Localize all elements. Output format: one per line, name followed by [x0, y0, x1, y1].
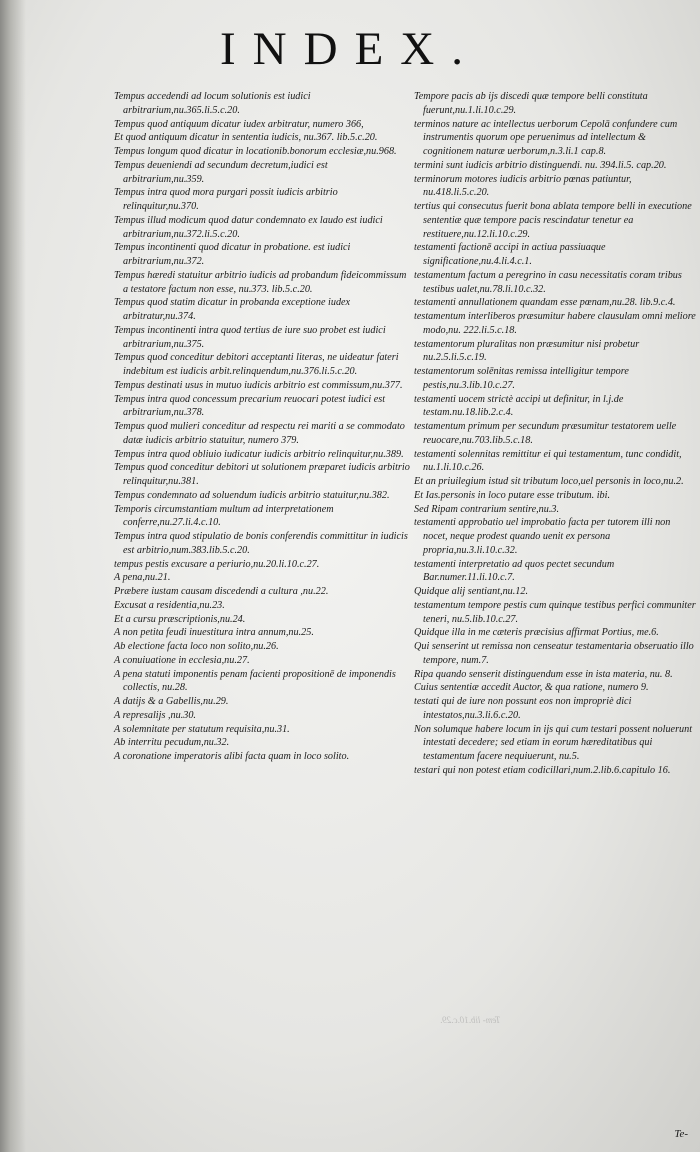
- index-entry: A conuiuatione in ecclesia,nu.27.: [114, 654, 250, 666]
- index-entry: A pena statuti imponentis penam facienti propositionē de imponendis collectis, nu.28.: [114, 668, 396, 694]
- index-entry: A pena,nu.21.: [114, 572, 171, 584]
- index-entry: Non solumque habere locum in ijs qui cum testari possent noluerunt intestati decedere; sed etiam in eorum hæreditatibus qui testamentum facere nequiuerunt, nu.5.: [414, 723, 693, 762]
- index-entry: Et Ias.personis in loco putare esse tributum. ibi.: [414, 489, 611, 501]
- index-entry: Tempus intra quod obliuio iudicatur iudicis arbitrio relinquitur,nu.389.: [114, 448, 404, 460]
- index-entry: testamentum factum a peregrino in casu necessitatis coram tribus testibus ualet,nu.78.li.10.c.32.: [414, 269, 682, 295]
- index-entry: Et an priuilegium istud sit tributum loco,uel personis in loco,nu.2.: [414, 476, 684, 487]
- index-entry: Tempus destinati usus in mutuo iudicis arbitrio est commissum,nu.377.: [114, 379, 403, 391]
- index-entry: Tempus quod mulieri conceditur ad respectu rei mariti a se commodato datæ iudicis arbitrio statuitur, numero 379.: [114, 421, 405, 446]
- index-entry: testamentum primum per secundum præsumitur testatorem uelle reuocare,nu.703.lib.5.c.18.: [414, 421, 677, 446]
- index-entry: Sed Ripam contrarium sentire,nu.3.: [414, 503, 560, 515]
- index-entry: Tempus intra quod concessum precarium reuocari potest iudici est arbitrarium,nu.378.: [114, 393, 386, 419]
- index-entry: terminos nature ac intellectus uerborum Cepolā confundere cum instrumentis quorum ope peruenimus ad intellectum & cognitionem naturæ uerborum,n.3.li.1 cap.8.: [414, 118, 678, 157]
- index-entry: Tempus accedendi ad locum solutionis est iudici arbitrarium,nu.365.li.5.c.20.: [114, 91, 311, 116]
- index-entry: Quidque illa in me cæteris præcisius affirmat Portius, me.6.: [414, 627, 659, 639]
- index-column-right: [414, 90, 696, 778]
- index-entry: Tempus condemnato ad soluendum iudicis arbitrio statuitur,nu.382.: [114, 489, 390, 501]
- index-entry: testamenti annullationem quandam esse pœnam,nu.28. lib.9.c.4.: [414, 297, 676, 309]
- index-entry: terminorum motores iudicis arbitrio pœnas patiuntur, nu.418.li.5.c.20.: [414, 173, 632, 199]
- index-entry: Cuius sententiæ accedit Auctor, & qua ratione, numero 9.: [414, 682, 649, 694]
- index-entry: Tempus intra quod stipulatio de bonis conferendis committitur in iudicis est arbitrio,num.383.lib.5.c.20.: [114, 531, 408, 556]
- index-entry: Ripa quando senserit distinguendum esse in ista materia, nu. 8.: [414, 668, 673, 680]
- index-entry: Tempus intra quod mora purgari possit iudicis arbitrio relinquitur,nu.370.: [114, 187, 338, 212]
- index-entry: testamenti interpretatio ad quos pectet secundum Bar.numer.11.li.10.c.7.: [414, 558, 615, 584]
- index-entry: A datijs & a Gabellis,nu.29.: [114, 696, 229, 707]
- index-entry: Ab interritu pecudum,nu.32.: [114, 737, 230, 749]
- index-entry: testamentum tempore pestis cum quinque testibus perfici communiter teneri, nu.5.lib.10.c.27.: [414, 599, 696, 625]
- index-entry: testamentum interliberos præsumitur habere clausulam omni meliore modo,nu. 222.li.5.c.18.: [414, 311, 696, 336]
- index-entry: A solemnitate per statutum requisita,nu.31.: [114, 723, 290, 735]
- index-entry: Tempus incontinenti quod dicatur in probatione. est iudici arbitrarium,nu.372.: [114, 242, 351, 267]
- index-entry: tempus pestis excusare a periurio,nu.20.li.10.c.27.: [114, 558, 320, 570]
- page-title: INDEX.: [220, 23, 480, 75]
- index-entry: A coronatione imperatoris alibi facta quam in loco solito.: [114, 751, 350, 762]
- index-entry: Tempus quod statim dicatur in probanda exceptione iudex arbitratur,nu.374.: [114, 297, 351, 322]
- index-entry: Tempus quod conceditur debitori ut solutionem præparet iudicis arbitrio relinquitur,nu.381.: [114, 462, 410, 487]
- index-entry: tertius qui consecutus fuerit bona ablata tempore belli in executione sententiæ quæ tempore pacis rescindatur tenetur ea restituere,nu.12.li.10.c.29.: [414, 201, 692, 240]
- catchword: Te-: [674, 1128, 688, 1140]
- index-entry: Et quod antiquum dicatur in sententia iudicis, nu.367. lib.5.c.20.: [114, 132, 378, 144]
- index-entry: Et a cursu præscriptionis,nu.24.: [114, 613, 246, 625]
- index-entry: Quidque alij sentiant,nu.12.: [414, 586, 529, 597]
- index-entry: Tempore pacis ab ijs discedi quæ tempore belli constituta fuerunt,nu.1.li.10.c.29.: [414, 91, 648, 116]
- index-entry: Tempus quod conceditur debitori acceptanti literas, ne uideatur fateri indebitum est iudicis arbit.relinquendum,nu.376.li.5.c.20.: [114, 352, 399, 377]
- book-gutter-shadow: [0, 0, 26, 1152]
- index-entry: Excusat a residentia,nu.23.: [114, 599, 225, 611]
- index-entry: testamenti factionē accipi in actiua passiuaque significatione,nu.4.li.4.c.1.: [414, 242, 606, 267]
- index-entry: Ab electione facta loco non solito,nu.26.: [114, 641, 279, 652]
- index-entry: Qui senserint ut remissa non censeatur testamentaria obseruatio illo tempore, num.7.: [414, 641, 694, 666]
- index-entry: Præbere iustam causam discedendi a cultura ,nu.22.: [114, 586, 329, 597]
- index-entry: Tempus deueniendi ad secundum decretum,iudici est arbitrarium,nu.359.: [114, 159, 328, 185]
- index-entry: A represalijs ,nu.30.: [114, 709, 196, 721]
- index-entry: Tempus hæredi statuitur arbitrio iudicis ad probandum fideicommissum a testatore factum non esse, nu.373. lib.5.c.20.: [114, 269, 407, 295]
- index-entry: Tempus longum quod dicatur in locationib.bonorum ecclesiæ,nu.968.: [114, 146, 397, 157]
- index-entry: Tempus illud modicum quod datur condemnato ex laudo est iudici arbitrarium,nu.372.li.5.c.20.: [114, 214, 383, 240]
- index-column-left: [114, 90, 410, 764]
- index-entry: testari qui non potest etiam codicillari,num.2.lib.6.capitulo 16.: [414, 764, 671, 776]
- index-entry: Tempus quod antiquum dicatur iudex arbitratur, numero 366,: [114, 118, 364, 130]
- index-entry: testamenti uocem strictè accipi ut definitur, in l.j.de testam.nu.18.lib.2.c.4.: [414, 393, 624, 419]
- index-entry: A non petita feudi inuestitura intra annum,nu.25.: [114, 627, 314, 639]
- index-entry: testati qui de iure non possunt eos non impropriè dici intestatos,nu.3.li.6.c.20.: [414, 696, 632, 721]
- index-entry: termini sunt iudicis arbitrio distinguendi. nu. 394.li.5. cap.20.: [414, 159, 667, 171]
- index-entry: testamentorum pluralitas non præsumitur nisi probetur nu.2.5.li.5.c.19.: [414, 338, 640, 364]
- index-entry: testamentorum solēnitas remissa intelligitur tempore pestis,nu.3.lib.10.c.27.: [414, 366, 629, 391]
- index-entry: Tempus incontinenti intra quod tertius de iure suo probet est iudici arbitrarium,nu.375.: [114, 324, 386, 350]
- bleed-through-text: Tem- lib.10.c.29.: [440, 1015, 501, 1025]
- index-entry: Temporis circumstantiam multum ad interpretationem conferre,nu.27.li.4.c.10.: [114, 503, 334, 529]
- index-entry: testamenti approbatio uel improbatio facta per tutorem illi non nocet, neque prodest quando uenit ex persona propria,nu.3.li.10.c.32.: [414, 517, 671, 556]
- index-entry: testamenti solennitas remittitur ei qui testamentum, tunc condidit, nu.1.li.10.c.26.: [414, 448, 682, 474]
